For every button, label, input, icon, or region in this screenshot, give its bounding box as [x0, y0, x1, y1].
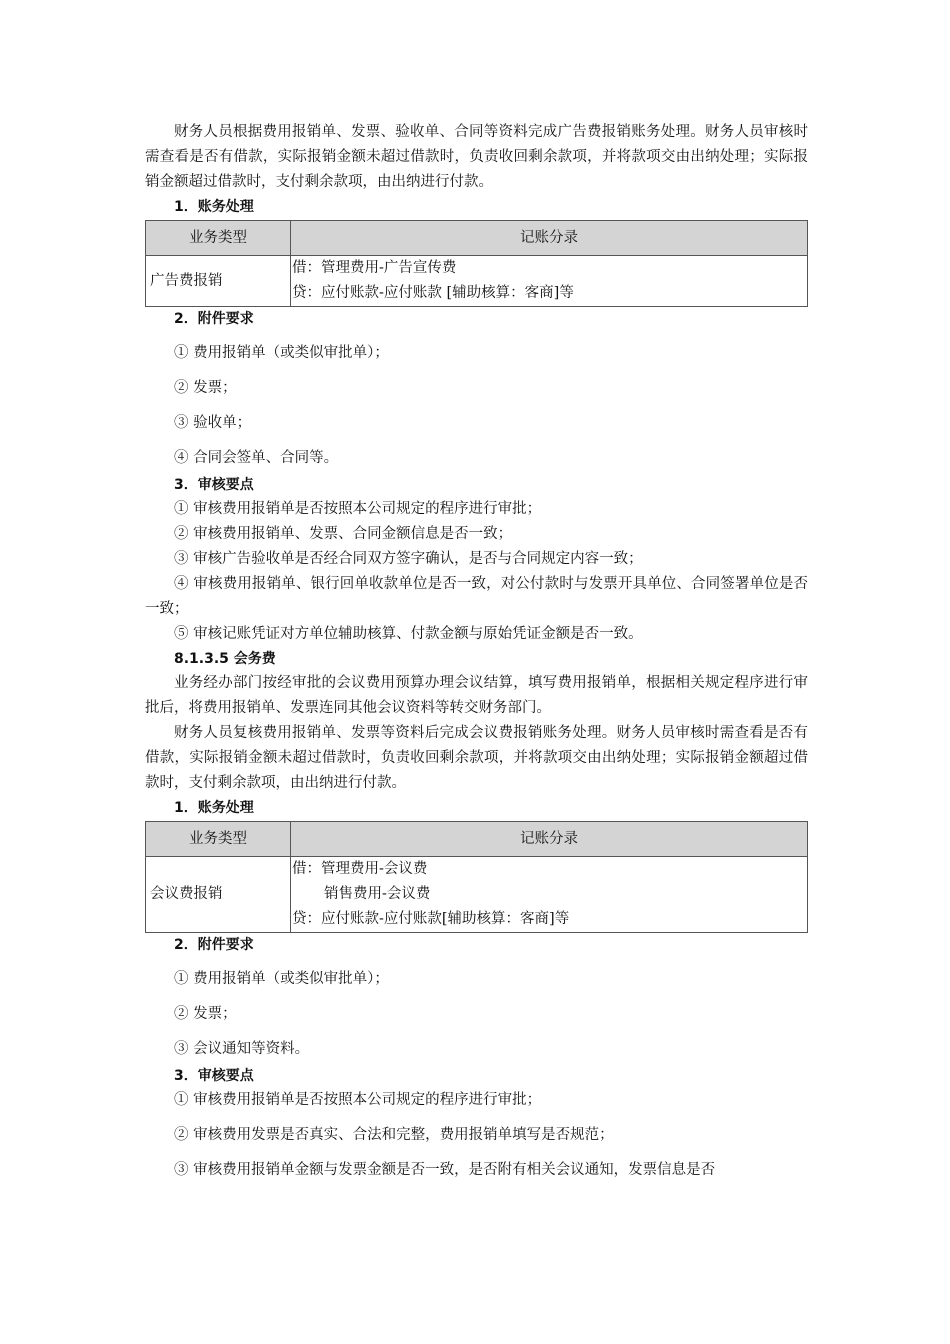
review-point: ③ 审核广告验收单是否经合同双方签字确认，是否与合同规定内容一致；	[174, 551, 643, 567]
column-header-type: 业务类型	[146, 822, 291, 857]
credit-line: 贷：应付账款-应付账款[辅助核算：客商]等	[292, 911, 570, 927]
review-point: ① 审核费用报销单是否按照本公司规定的程序进行审批；	[174, 1092, 542, 1108]
entry-cell	[291, 256, 808, 307]
attachment-item: ④ 合同会签单、合同等。	[174, 450, 339, 466]
attachment-item: ③ 验收单；	[174, 415, 252, 431]
column-header-entry: 记账分录	[291, 221, 808, 256]
meeting-fee-ledger-table	[145, 821, 808, 933]
meeting-paragraph-1: 业务经办部门按经审批的会议费用预算办理会议结算，填写费用报销单，根据相关规定程序进行审批后，将费用报销单、发票连同其他会议资料等转交财务部门。	[145, 675, 808, 716]
section-heading-review: 3．审核要点	[174, 1068, 254, 1084]
document-page	[145, 120, 808, 1183]
attachment-item: ① 费用报销单（或类似审批单）；	[174, 971, 389, 987]
business-type-cell: 广告费报销	[146, 256, 291, 307]
attachment-item: ② 发票；	[174, 380, 237, 396]
debit-line-2: 销售费用-会议费	[324, 886, 431, 902]
ad-fee-ledger-table	[145, 220, 808, 307]
table-row	[146, 256, 808, 307]
table-header-row	[146, 822, 808, 857]
review-point: ② 审核费用发票是否真实、合法和完整，费用报销单填写是否规范；	[174, 1127, 614, 1143]
table-header-row	[146, 221, 808, 256]
attachment-item: ② 发票；	[174, 1006, 237, 1022]
column-header-entry: 记账分录	[291, 822, 808, 857]
attachment-item: ① 费用报销单（或类似审批单）；	[174, 345, 389, 361]
intro-paragraph: 财务人员根据费用报销单、发票、验收单、合同等资料完成广告费报销账务处理。财务人员审核时需查看是否有借款，实际报销金额未超过借款时，负责收回剩余款项，并将款项交由出纳处理；实际报销金额超过借款时，支付剩余款项，由出纳进行付款。	[145, 124, 808, 190]
column-header-type: 业务类型	[146, 221, 291, 256]
debit-line: 借：管理费用-广告宣传费	[292, 260, 457, 276]
attachment-item: ③ 会议通知等资料。	[174, 1041, 310, 1057]
review-point: ① 审核费用报销单是否按照本公司规定的程序进行审批；	[174, 501, 542, 517]
review-point: ③ 审核费用报销单金额与发票金额是否一致，是否附有相关会议通知，发票信息是否	[174, 1162, 716, 1178]
credit-line: 贷：应付账款-应付账款 [辅助核算：客商]等	[292, 285, 574, 301]
review-point: ④ 审核费用报销单、银行回单收款单位是否一致，对公付款时与发票开具单位、合同签署单位是否一致；	[145, 576, 808, 617]
section-heading-accounting: 1．账务处理	[174, 800, 254, 816]
section-heading-attachments: 2．附件要求	[174, 937, 254, 953]
debit-line: 借：管理费用-会议费	[292, 861, 428, 877]
meeting-paragraph-2: 财务人员复核费用报销单、发票等资料后完成会议费报销账务处理。财务人员审核时需查看是否有借款，实际报销金额未超过借款时，负责收回剩余款项，并将款项交由出纳处理；实际报销金额超过借款时，支付剩余款项，由出纳进行付款。	[145, 725, 808, 791]
review-point: ⑤ 审核记账凭证对方单位辅助核算、付款金额与原始凭证金额是否一致。	[174, 626, 643, 642]
review-point: ② 审核费用报销单、发票、合同金额信息是否一致；	[174, 526, 513, 542]
entry-cell	[291, 857, 808, 933]
subsection-title: 8.1.3.5 会务费	[174, 651, 276, 667]
section-heading-accounting: 1．账务处理	[174, 199, 254, 215]
section-heading-attachments: 2．附件要求	[174, 311, 254, 327]
table-row	[146, 857, 808, 933]
business-type-cell: 会议费报销	[146, 857, 291, 933]
section-heading-review: 3．审核要点	[174, 477, 254, 493]
